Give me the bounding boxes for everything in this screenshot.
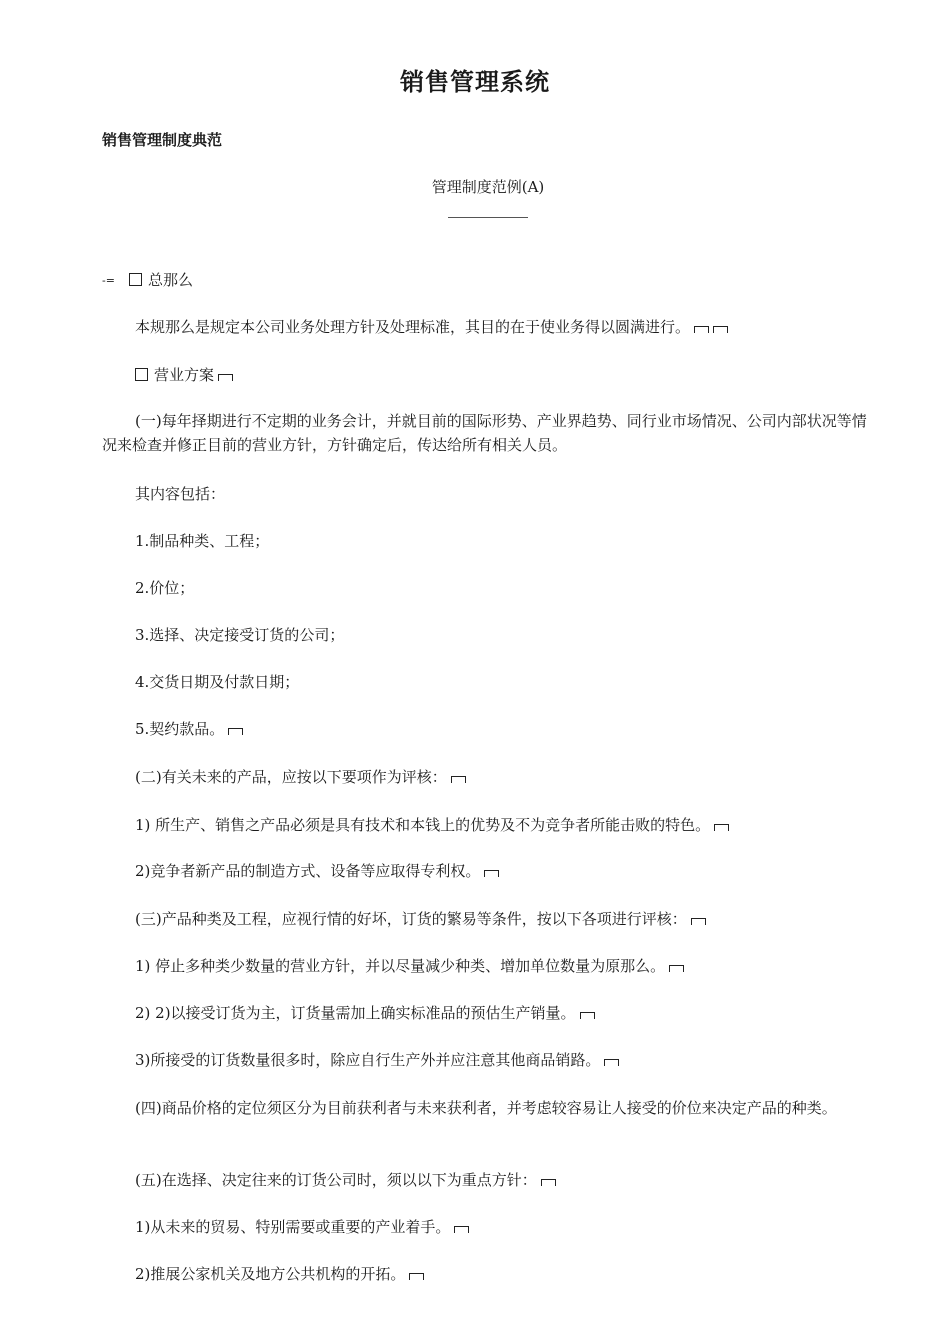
list-item (135, 860, 499, 882)
paragraph-4: (四)商品价格的定位须区分为目前获利者与未来获利者，并考虑较容易让人接受的价位来决定产品的种类。 (135, 1099, 837, 1117)
document-title: 销售管理系统 (400, 68, 550, 96)
section-2-label: 营业方案 (154, 366, 215, 384)
example-heading: 管理制度范例(A) (431, 178, 545, 196)
intro-line (135, 316, 728, 338)
paragraph-2-text: (二)有关未来的产品，应按以下要项作为评核： (135, 768, 447, 786)
list-item-text: 1) 停止多种类少数量的营业方针，并以尽量减少种类、增加单位数量为原那么。 (135, 957, 666, 975)
contents-line: 其内容包括： (135, 485, 226, 503)
list-item: 4.交货日期及付款日期； (135, 673, 300, 691)
list-item (135, 1049, 619, 1071)
section-2-heading (135, 364, 233, 386)
paragraph-mark-icon (714, 824, 729, 831)
paragraph-3 (135, 908, 706, 930)
list-item (135, 814, 729, 836)
list-item-text: 2)竞争者新产品的制造方式、设备等应取得专利权。 (135, 862, 481, 880)
paragraph-mark-icon (604, 1059, 619, 1066)
document-subtitle: 销售管理制度典范 (102, 131, 223, 149)
section-1-label: 总那么 (147, 271, 193, 289)
list-item-text: 1)从未来的贸易、特别需要或重要的产业着手。 (135, 1218, 451, 1236)
paragraph-3-text: (三)产品种类及工程，应视行情的好坏，订货的繁易等条件，按以下各项进行评核： (135, 910, 687, 928)
paragraph-mark-icon (713, 326, 728, 333)
list-item (135, 1263, 424, 1285)
list-item-text: 5.契约款品。 (135, 720, 225, 738)
paragraph-mark-icon (451, 776, 466, 783)
intro-text: 本规那么是规定本公司业务处理方针及处理标准，其目的在于使业务得以圆满进行。 (135, 318, 691, 336)
paragraph-1: (一)每年择期进行不定期的业务会计，并就目前的国际形势、产业界趋势、同行业市场情况、公司内部状况等情况来检查并修正目前的营业方针，方针确定后，传达给所有相关人员。 (102, 412, 867, 454)
paragraph-mark-icon (218, 374, 233, 381)
paragraph-mark-icon (484, 870, 499, 877)
paragraph-mark-icon (580, 1012, 595, 1019)
list-item (135, 718, 243, 740)
checkbox-icon (135, 368, 148, 381)
section-1-prefix: -= (102, 274, 115, 287)
paragraph-mark-icon (541, 1179, 556, 1186)
paragraph-mark-icon (694, 326, 709, 333)
paragraph-5 (135, 1169, 556, 1191)
heading-rule (448, 217, 528, 218)
list-item: 2.价位； (135, 579, 195, 597)
list-item-text: 3)所接受的订货数量很多时，除应自行生产外并应注意其他商品销路。 (135, 1051, 601, 1069)
list-item-text: 2) 2)以接受订货为主，订货量需加上确实标准品的预估生产销量。 (135, 1004, 576, 1022)
paragraph-mark-icon (454, 1226, 469, 1233)
section-1-heading (102, 269, 193, 292)
list-item-text: 2)推展公家机关及地方公共机构的开拓。 (135, 1265, 406, 1283)
list-item-text: 1) 所生产、销售之产品必须是具有技术和本钱上的优势及不为竞争者所能击败的特色。 (135, 816, 711, 834)
checkbox-icon (129, 273, 142, 286)
paragraph-mark-icon (409, 1273, 424, 1280)
list-item (135, 1002, 595, 1024)
list-item: 1.制品种类、工程； (135, 532, 270, 550)
paragraph-mark-icon (669, 965, 684, 972)
paragraph-5-text: (五)在选择、决定往来的订货公司时，须以以下为重点方针： (135, 1171, 537, 1189)
paragraph-mark-icon (228, 728, 243, 735)
paragraph-mark-icon (691, 918, 706, 925)
list-item (135, 1216, 469, 1238)
list-item: 3.选择、决定接受订货的公司； (135, 626, 345, 644)
list-item (135, 955, 684, 977)
paragraph-2 (135, 766, 466, 788)
